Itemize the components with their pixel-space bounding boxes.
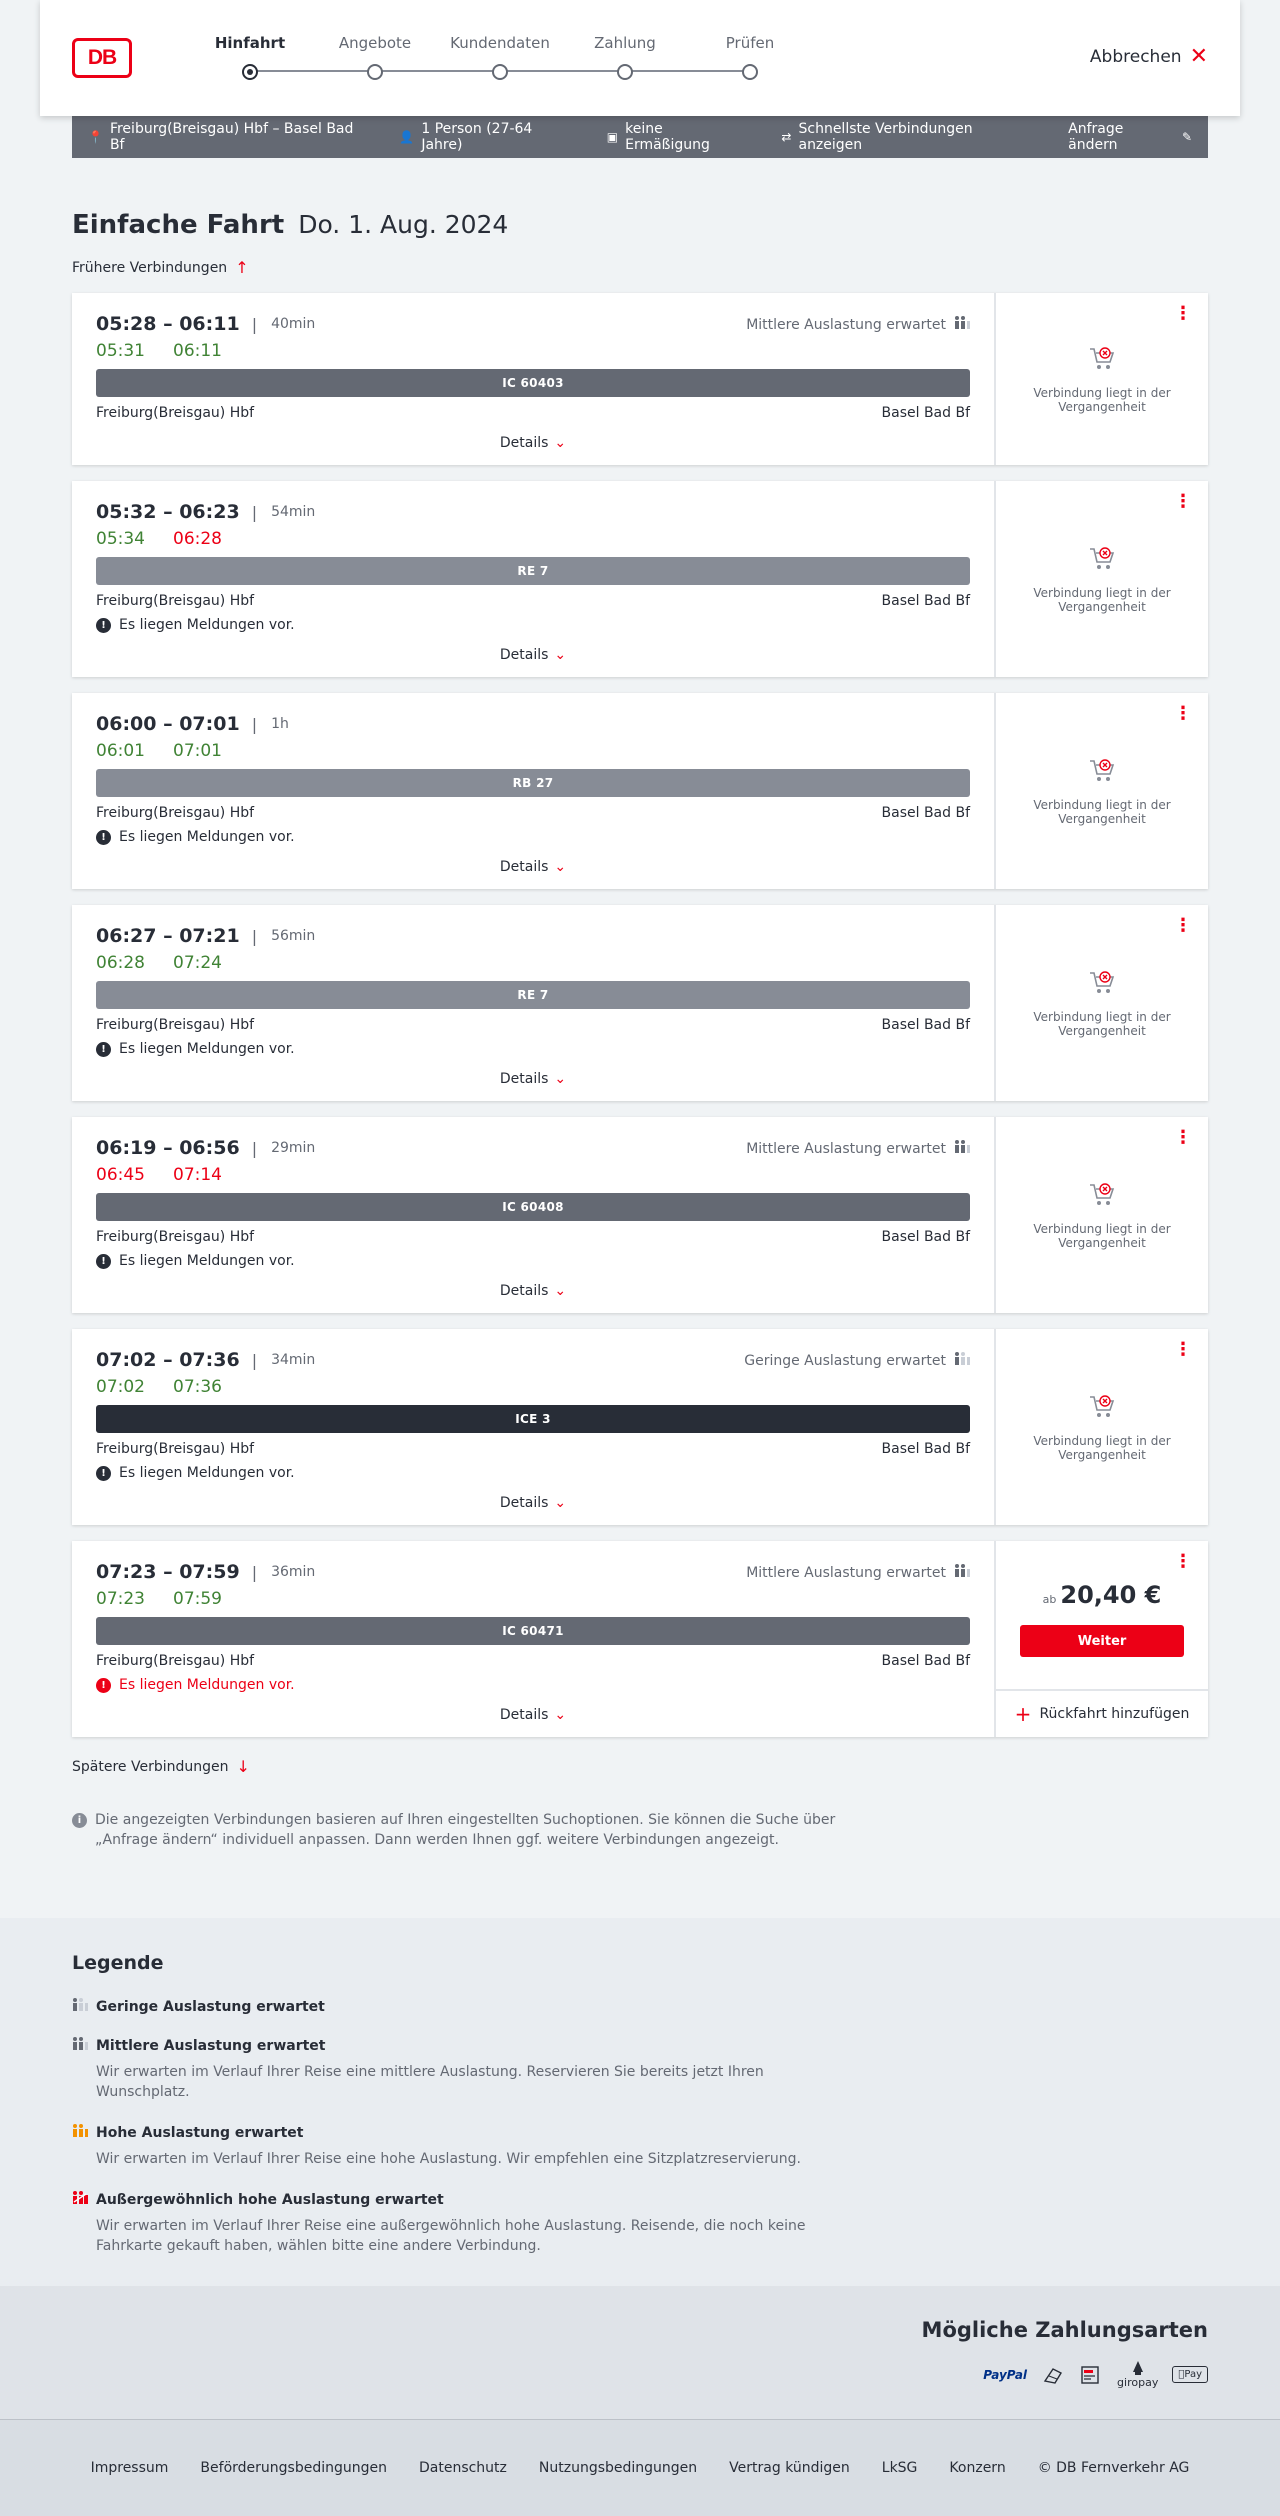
continue-button[interactable]: Weiter xyxy=(1020,1625,1184,1657)
realtime-arrival: 07:01 xyxy=(173,741,222,761)
realtime-arrival: 06:28 xyxy=(173,529,222,549)
connection-card[interactable] xyxy=(72,1117,1208,1313)
search-summary-bar xyxy=(72,116,1208,158)
connection-details xyxy=(72,481,994,677)
alert-icon: ! xyxy=(96,1042,111,1057)
past-label: Verbindung liegt in der Vergangenheit xyxy=(1033,1434,1171,1462)
service-message[interactable] xyxy=(96,1677,970,1693)
arrival-station: Basel Bad Bf xyxy=(881,805,970,821)
details-label: Details xyxy=(499,1283,549,1299)
alert-icon: ! xyxy=(96,618,111,633)
occupancy-icon xyxy=(954,1352,970,1369)
service-message[interactable] xyxy=(96,1253,970,1269)
realtime-times xyxy=(96,953,970,973)
legend-title: Legende xyxy=(72,1952,164,1974)
service-message-text: Es liegen Meldungen vor. xyxy=(119,1465,295,1481)
more-options-icon[interactable]: ⋮ xyxy=(1174,303,1192,324)
occupancy-indicator xyxy=(744,1352,970,1369)
station-row xyxy=(96,1017,970,1033)
more-options-icon[interactable]: ⋮ xyxy=(1174,491,1192,512)
step-label: Kundendaten xyxy=(450,34,550,52)
realtime-arrival: 07:59 xyxy=(173,1589,222,1609)
credit-card-icon xyxy=(1041,2363,1065,2387)
details-label: Details xyxy=(499,647,549,663)
more-options-icon[interactable]: ⋮ xyxy=(1174,1127,1192,1148)
step-pruefen xyxy=(690,34,810,80)
legend-item-head xyxy=(72,2191,1208,2208)
alert-icon: ! xyxy=(96,1254,111,1269)
footer-link[interactable]: Datenschutz xyxy=(418,2460,507,2476)
details-toggle[interactable] xyxy=(96,435,970,451)
connection-details xyxy=(72,1329,994,1525)
departure-station: Freiburg(Breisgau) Hbf xyxy=(96,1017,255,1033)
departure-station: Freiburg(Breisgau) Hbf xyxy=(96,1653,255,1669)
train-bar: IC 60471 xyxy=(96,1617,970,1645)
arrival-station: Basel Bad Bf xyxy=(881,1653,970,1669)
earlier-label: Frühere Verbindungen xyxy=(72,259,228,276)
location-pin-icon: 📍 xyxy=(88,130,103,144)
duration: 40min xyxy=(271,316,316,332)
service-message-text: Es liegen Meldungen vor. xyxy=(119,829,295,845)
search-info-note xyxy=(72,1810,852,1850)
chevron-down-icon: ⌄ xyxy=(554,1707,567,1723)
legend-item-title: Geringe Auslastung erwartet xyxy=(96,1998,325,2015)
service-message[interactable] xyxy=(96,617,970,633)
occupancy-icon xyxy=(954,316,970,333)
step-dot-active xyxy=(242,64,258,80)
train-bar: RE 7 xyxy=(96,557,970,585)
service-message-text: Es liegen Meldungen vor. xyxy=(119,1253,295,1269)
step-dot xyxy=(617,64,633,80)
train-bar: IC 60403 xyxy=(96,369,970,397)
connection-card[interactable] xyxy=(72,693,1208,889)
connection-card[interactable] xyxy=(72,1329,1208,1525)
discount-summary xyxy=(607,121,750,153)
step-dot xyxy=(492,64,508,80)
db-logo[interactable]: DB xyxy=(72,38,132,78)
occupancy-level-icon xyxy=(72,2124,88,2141)
station-row xyxy=(96,805,970,821)
booking-progress-steps xyxy=(210,34,810,84)
step-kundendaten xyxy=(440,34,560,80)
past-connection-notice xyxy=(996,1392,1208,1462)
occupancy-level-icon xyxy=(72,2037,88,2054)
cart-unavailable-icon xyxy=(1087,1180,1117,1208)
legend-item-head xyxy=(72,2037,1208,2054)
page-title-row xyxy=(72,210,1208,240)
step-hinfahrt[interactable] xyxy=(190,34,310,80)
option-text: Schnellste Verbindungen anzeigen xyxy=(798,121,973,153)
past-connection-notice xyxy=(996,344,1208,414)
price-prefix: ab xyxy=(1042,1593,1057,1606)
past-label: Verbindung liegt in der Vergangenheit xyxy=(1033,798,1171,826)
realtime-arrival: 06:11 xyxy=(173,341,222,361)
footer-link[interactable]: Impressum xyxy=(90,2460,169,2476)
swap-arrows-icon: ⇄ xyxy=(781,130,792,144)
cart-unavailable-icon xyxy=(1087,544,1117,572)
offer-panel xyxy=(994,481,1208,677)
connection-card[interactable] xyxy=(72,293,1208,465)
results-main xyxy=(72,210,1208,1850)
realtime-times xyxy=(96,1165,970,1185)
departure-station: Freiburg(Breisgau) Hbf xyxy=(96,1229,255,1245)
realtime-times xyxy=(96,1589,970,1609)
departure-station: Freiburg(Breisgau) Hbf xyxy=(96,405,255,421)
arrival-station: Basel Bad Bf xyxy=(881,1441,970,1457)
legend-item xyxy=(72,1998,1208,2015)
legend-item-description: Wir erwarten im Verlauf Ihrer Reise eine hohe Auslastung. Wir empfehlen eine Sitzplatzreservierung. xyxy=(96,2151,801,2167)
route-summary xyxy=(88,121,367,153)
connection-card[interactable] xyxy=(72,905,1208,1101)
cart-unavailable-icon xyxy=(1087,344,1117,372)
connection-details xyxy=(72,693,994,889)
station-row xyxy=(96,593,970,609)
realtime-departure: 05:31 xyxy=(96,341,145,361)
past-connection-notice xyxy=(996,968,1208,1038)
arrival-station: Basel Bad Bf xyxy=(881,593,970,609)
legend-item-title: Außergewöhnlich hohe Auslastung erwartet xyxy=(96,2191,444,2208)
passenger-summary xyxy=(399,121,574,153)
realtime-times xyxy=(96,341,970,361)
past-connection-notice xyxy=(996,1180,1208,1250)
chevron-down-icon: ⌄ xyxy=(554,435,567,451)
route-text: Freiburg(Breisgau) Hbf – Basel Bad Bf xyxy=(109,121,354,153)
realtime-departure: 07:02 xyxy=(96,1377,145,1397)
occupancy-indicator xyxy=(746,1140,970,1157)
details-label: Details xyxy=(499,435,549,451)
more-options-icon[interactable]: ⋮ xyxy=(1174,1339,1192,1360)
more-options-icon[interactable]: ⋮ xyxy=(1174,915,1192,936)
train-bar: RE 7 xyxy=(96,981,970,1009)
plus-icon: + xyxy=(1014,1702,1032,1726)
legend-item-head xyxy=(72,1998,1208,2015)
past-label: Verbindung liegt in der Vergangenheit xyxy=(1033,1010,1171,1038)
planned-times xyxy=(96,501,970,523)
occupancy-indicator xyxy=(746,316,970,333)
footer-link: © DB Fernverkehr AG xyxy=(1037,2460,1190,2476)
station-row xyxy=(96,1653,970,1669)
planned-time-range: 07:23 – 07:59 xyxy=(96,1561,240,1583)
realtime-arrival: 07:14 xyxy=(173,1165,222,1185)
past-connection-notice xyxy=(996,756,1208,826)
duration: 56min xyxy=(271,928,316,944)
later-label: Spätere Verbindungen xyxy=(72,1758,229,1775)
realtime-departure: 06:28 xyxy=(96,953,145,973)
legend-item xyxy=(72,2124,1208,2169)
planned-times xyxy=(96,713,970,735)
offer-panel xyxy=(994,293,1208,465)
duration: 54min xyxy=(271,504,316,520)
realtime-times xyxy=(96,529,970,549)
occupancy-text: Mittlere Auslastung erwartet xyxy=(746,316,946,333)
price-value: 20,40 € xyxy=(1060,1581,1162,1609)
duration: 36min xyxy=(271,1564,316,1580)
service-message[interactable] xyxy=(96,829,970,845)
realtime-times xyxy=(96,741,970,761)
step-dot xyxy=(742,64,758,80)
departure-station: Freiburg(Breisgau) Hbf xyxy=(96,593,255,609)
legend-item-head xyxy=(72,2124,1208,2141)
footer-link[interactable]: LkSG xyxy=(881,2460,918,2476)
alert-icon: ! xyxy=(96,830,111,845)
legend-item-title: Hohe Auslastung erwartet xyxy=(96,2124,304,2141)
realtime-departure: 06:45 xyxy=(96,1165,145,1185)
discount-text: keine Ermäßigung xyxy=(625,121,710,153)
footer-link[interactable]: Beförderungsbedingungen xyxy=(200,2460,387,2476)
bahncard-icon: ▣ xyxy=(606,130,619,144)
chevron-down-icon: ⌄ xyxy=(554,1495,567,1511)
realtime-arrival: 07:36 xyxy=(173,1377,222,1397)
offer-panel xyxy=(994,693,1208,889)
details-toggle[interactable] xyxy=(96,1707,970,1723)
alert-icon: ! xyxy=(96,1678,111,1693)
arrival-station: Basel Bad Bf xyxy=(881,405,970,421)
service-message[interactable] xyxy=(96,1465,970,1481)
arrow-down-icon: ↓ xyxy=(236,1757,250,1776)
chevron-down-icon: ⌄ xyxy=(554,859,567,875)
occupancy-level-icon xyxy=(72,1998,88,2015)
duration: 29min xyxy=(271,1140,316,1156)
details-toggle[interactable] xyxy=(96,1071,970,1087)
realtime-departure: 05:34 xyxy=(96,529,145,549)
occupancy-icon xyxy=(954,1140,970,1157)
cart-unavailable-icon xyxy=(1087,968,1117,996)
legend-item xyxy=(72,2037,1208,2102)
details-label: Details xyxy=(499,1495,549,1511)
connection-details xyxy=(72,293,994,465)
past-connection-notice xyxy=(996,544,1208,614)
connection-details xyxy=(72,1117,994,1313)
step-label: Hinfahrt xyxy=(214,34,286,52)
planned-time-range: 05:32 – 06:23 xyxy=(96,501,240,523)
arrival-station: Basel Bad Bf xyxy=(881,1017,970,1033)
person-icon: 👤 xyxy=(399,130,415,144)
details-label: Details xyxy=(499,1707,549,1723)
apple-pay-icon: Pay xyxy=(1172,2366,1208,2383)
separator: | xyxy=(251,1562,258,1582)
planned-times xyxy=(96,925,970,947)
planned-time-range: 06:27 – 07:21 xyxy=(96,925,240,947)
info-text: Die angezeigten Verbindungen basieren auf Ihren eingestellten Suchoptionen. Sie können die Suche über „Anfrage ändern“ individuell anpassen. Dann werden Ihnen ggf. weitere Verbindungen angezeigt. xyxy=(95,1812,836,1848)
occupancy-indicator xyxy=(746,1564,970,1581)
giropay-icon: giropay xyxy=(1117,2360,1158,2389)
separator: | xyxy=(251,714,258,734)
service-message-text: Es liegen Meldungen vor. xyxy=(119,1677,295,1693)
planned-time-range: 07:02 – 07:36 xyxy=(96,1349,240,1371)
occupancy-text: Geringe Auslastung erwartet xyxy=(744,1352,946,1369)
cart-unavailable-icon xyxy=(1087,1392,1117,1420)
details-label: Details xyxy=(499,1071,549,1087)
separator: | xyxy=(251,1138,258,1158)
offer-panel xyxy=(994,1117,1208,1313)
service-message[interactable] xyxy=(96,1041,970,1057)
step-zahlung xyxy=(565,34,685,80)
alert-icon: ! xyxy=(96,1466,111,1481)
realtime-arrival: 07:24 xyxy=(173,953,222,973)
realtime-times xyxy=(96,1377,970,1397)
legend-item-title: Mittlere Auslastung erwartet xyxy=(96,2037,326,2054)
more-options-icon[interactable]: ⋮ xyxy=(1174,703,1192,724)
footer-link[interactable]: Nutzungsbedingungen xyxy=(538,2460,698,2476)
change-request-button[interactable] xyxy=(1068,121,1192,153)
details-toggle[interactable] xyxy=(96,859,970,875)
departure-station: Freiburg(Breisgau) Hbf xyxy=(96,805,255,821)
payment-title: Mögliche Zahlungsarten xyxy=(921,2318,1208,2342)
offer-panel xyxy=(994,1541,1208,1737)
arrow-up-icon: ↑ xyxy=(235,258,249,277)
occupancy-text: Mittlere Auslastung erwartet xyxy=(746,1140,946,1157)
later-connections-link[interactable] xyxy=(72,1757,1208,1776)
change-label: Anfrage ändern xyxy=(1068,121,1124,153)
offer-panel xyxy=(994,1329,1208,1525)
legend-list xyxy=(72,1998,1208,2256)
duration: 1h xyxy=(271,716,289,732)
cancel-button[interactable] xyxy=(1090,46,1208,68)
connection-list xyxy=(72,293,1208,1737)
station-row xyxy=(96,1441,970,1457)
sepa-direct-debit-icon xyxy=(1079,2363,1103,2387)
cart-unavailable-icon xyxy=(1087,756,1117,784)
train-bar: RB 27 xyxy=(96,769,970,797)
pencil-icon: ✎ xyxy=(1181,130,1192,144)
train-bar: ICE 3 xyxy=(96,1405,970,1433)
planned-time-range: 06:19 – 06:56 xyxy=(96,1137,240,1159)
step-label: Prüfen xyxy=(725,34,775,52)
add-return-trip-button[interactable] xyxy=(996,1689,1208,1737)
footer-links xyxy=(0,2419,1280,2516)
chevron-down-icon: ⌄ xyxy=(554,647,567,663)
details-label: Details xyxy=(499,859,549,875)
realtime-departure: 07:23 xyxy=(96,1589,145,1609)
offer-panel xyxy=(994,905,1208,1101)
paypal-icon: PayPal xyxy=(983,2367,1028,2382)
footer-link[interactable]: Konzern xyxy=(949,2460,1006,2476)
planned-time-range: 06:00 – 07:01 xyxy=(96,713,240,735)
info-icon: i xyxy=(72,1813,87,1828)
details-toggle[interactable] xyxy=(96,1495,970,1511)
connection-details xyxy=(72,1541,994,1737)
travel-date: Do. 1. Aug. 2024 xyxy=(298,210,509,239)
station-row xyxy=(96,1229,970,1245)
occupancy-level-icon xyxy=(72,2191,88,2208)
legend-item xyxy=(72,2191,1208,2256)
service-message-text: Es liegen Meldungen vor. xyxy=(119,617,295,633)
details-toggle[interactable] xyxy=(96,1283,970,1299)
price xyxy=(996,1581,1208,1609)
past-label: Verbindung liegt in der Vergangenheit xyxy=(1033,386,1171,414)
details-toggle[interactable] xyxy=(96,647,970,663)
occupancy-text: Mittlere Auslastung erwartet xyxy=(746,1564,946,1581)
earlier-connections-link[interactable] xyxy=(72,258,1208,277)
planned-time-range: 05:28 – 06:11 xyxy=(96,313,240,335)
train-bar: IC 60408 xyxy=(96,1193,970,1221)
realtime-departure: 06:01 xyxy=(96,741,145,761)
separator: | xyxy=(251,1350,258,1370)
service-message-text: Es liegen Meldungen vor. xyxy=(119,1041,295,1057)
separator: | xyxy=(251,926,258,946)
step-label: Angebote xyxy=(338,34,412,52)
separator: | xyxy=(251,314,258,334)
past-label: Verbindung liegt in der Vergangenheit xyxy=(1033,586,1171,614)
station-row xyxy=(96,405,970,421)
return-label: Rückfahrt hinzufügen xyxy=(1039,1706,1190,1722)
close-icon: ✕ xyxy=(1189,44,1208,69)
separator: | xyxy=(251,502,258,522)
legend-item-description: Wir erwarten im Verlauf Ihrer Reise eine mittlere Auslastung. Reservieren Sie bereits jetzt Ihren Wunschplatz. xyxy=(96,2064,764,2100)
step-angebote xyxy=(315,34,435,80)
legend-section xyxy=(0,1918,1280,2286)
top-navigation xyxy=(40,0,1240,116)
step-label: Zahlung xyxy=(594,34,656,52)
step-dot xyxy=(367,64,383,80)
arrival-station: Basel Bad Bf xyxy=(881,1229,970,1245)
past-label: Verbindung liegt in der Vergangenheit xyxy=(1033,1222,1171,1250)
page-title: Einfache Fahrt xyxy=(72,210,285,240)
footer-link[interactable]: Vertrag kündigen xyxy=(729,2460,850,2476)
connection-card[interactable] xyxy=(72,1541,1208,1737)
departure-station: Freiburg(Breisgau) Hbf xyxy=(96,1441,255,1457)
option-summary xyxy=(781,121,1036,153)
connection-details xyxy=(72,905,994,1101)
more-options-icon[interactable]: ⋮ xyxy=(1174,1551,1192,1572)
occupancy-icon xyxy=(954,1564,970,1581)
cancel-label: Abbrechen xyxy=(1089,47,1182,67)
connection-card[interactable] xyxy=(72,481,1208,677)
payment-icons xyxy=(72,2360,1208,2389)
chevron-down-icon: ⌄ xyxy=(554,1283,567,1299)
chevron-down-icon: ⌄ xyxy=(554,1071,567,1087)
duration: 34min xyxy=(271,1352,316,1368)
passenger-text: 1 Person (27-64 Jahre) xyxy=(421,121,533,153)
legend-item-description: Wir erwarten im Verlauf Ihrer Reise eine außergewöhnlich hohe Auslastung. Reisende, die noch keine Fahrkarte gekauft haben, wählen bitte eine andere Verbindung. xyxy=(96,2218,806,2254)
payment-methods-section xyxy=(0,2286,1280,2419)
